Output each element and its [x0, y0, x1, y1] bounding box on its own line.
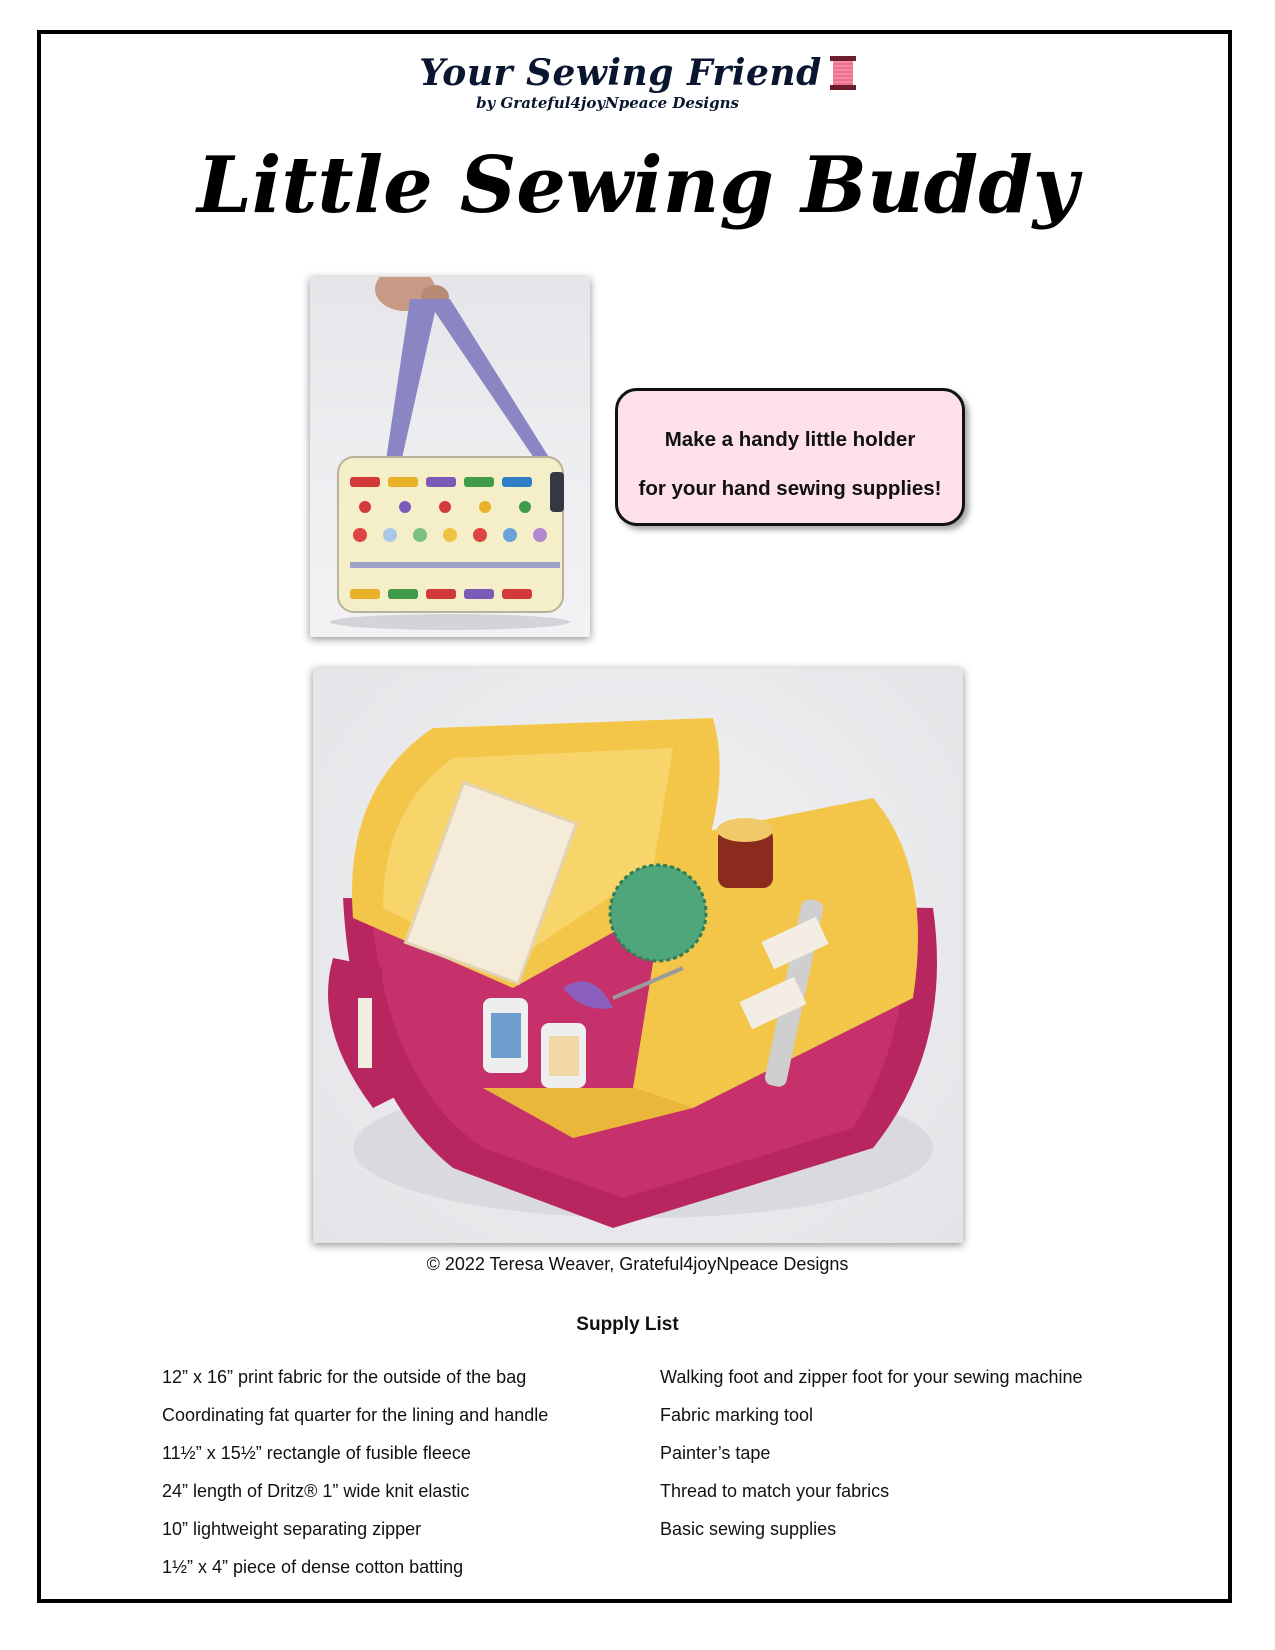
supply-item: Fabric marking tool	[660, 1405, 814, 1425]
supply-item: 11½” x 15½” rectangle of fusible fleece	[162, 1443, 471, 1463]
supply-list-heading: Supply List	[576, 1314, 679, 1335]
supply-item: Walking foot and zipper foot for your sewing machine	[660, 1367, 1083, 1387]
supply-list-left	[162, 1358, 548, 1586]
callout-line-2: for your hand sewing supplies!	[638, 477, 942, 500]
brand-subtitle: by Grateful4joyNpeace Designs	[476, 94, 739, 112]
brand-logo	[0, 52, 1275, 112]
supply-item: 1½” x 4” piece of dense cotton batting	[162, 1557, 464, 1577]
supply-item: Painter’s tape	[660, 1443, 771, 1463]
callout-line-1: Make a handy little holder	[664, 428, 916, 451]
supply-item: 24” length of Dritz® 1” wide knit elastic	[162, 1481, 470, 1501]
brand-title: Your Sewing Friend	[419, 52, 822, 94]
supply-item: Thread to match your fabrics	[660, 1481, 890, 1501]
thread-spool-icon	[830, 56, 856, 90]
page-title: Little Sewing Buddy	[196, 140, 1079, 231]
callout-box	[615, 388, 965, 526]
copyright-notice: © 2022 Teresa Weaver, Grateful4joyNpeace Designs	[426, 1254, 849, 1274]
supply-list-right	[660, 1358, 1083, 1548]
supply-item: Basic sewing supplies	[660, 1519, 837, 1539]
supply-item: 10” lightweight separating zipper	[162, 1519, 422, 1539]
supply-item: Coordinating fat quarter for the lining and handle	[162, 1405, 549, 1425]
supply-item: 12” x 16” print fabric for the outside of the bag	[162, 1367, 527, 1387]
bag-closed-photo	[310, 277, 590, 637]
bag-open-photo	[313, 668, 963, 1243]
